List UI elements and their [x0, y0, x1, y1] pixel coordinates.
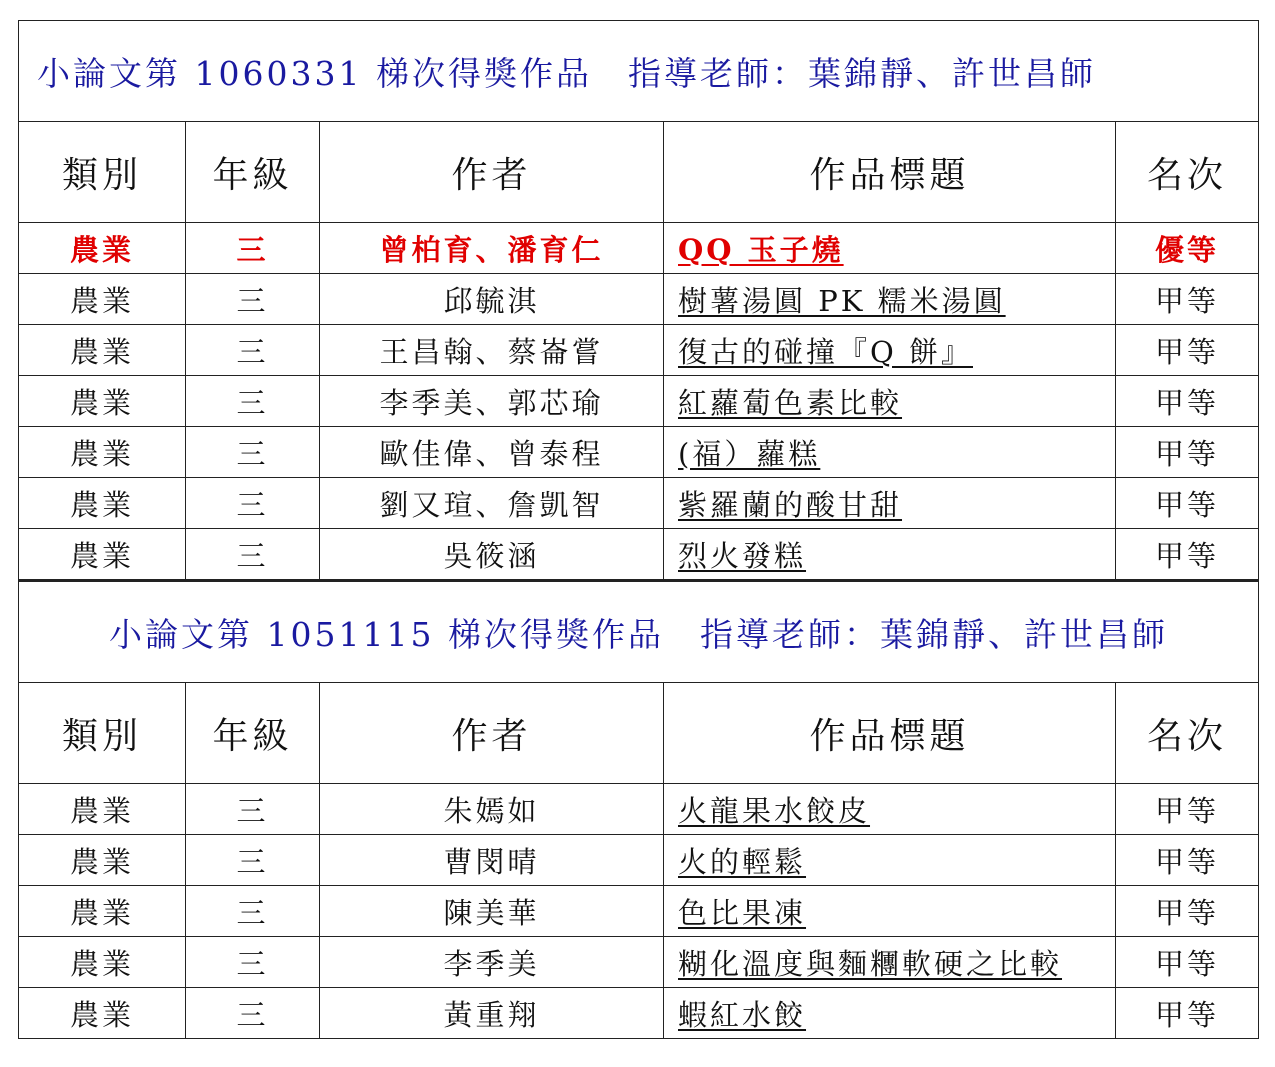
rank-cell: 甲等 [1116, 376, 1259, 427]
rank-cell: 優等 [1116, 223, 1259, 274]
table-row [19, 376, 1259, 427]
category-cell: 農業 [19, 223, 186, 274]
grade-cell: 三 [186, 223, 320, 274]
table-row [19, 325, 1259, 376]
work-title-cell [664, 376, 1116, 427]
work-title-link[interactable]: 糊化溫度與麵糰軟硬之比較 [678, 946, 1063, 981]
grade-cell: 三 [186, 529, 320, 581]
column-header: 作品標題 [664, 122, 1116, 223]
column-header: 年級 [186, 683, 320, 784]
work-title-cell [664, 988, 1116, 1039]
author-cell: 歐佳偉、曾泰程 [320, 427, 664, 478]
table-row [19, 988, 1259, 1039]
awards-table-body [19, 21, 1259, 1039]
category-cell: 農業 [19, 376, 186, 427]
rank-cell: 甲等 [1116, 937, 1259, 988]
category-cell: 農業 [19, 988, 186, 1039]
table-row [19, 529, 1259, 581]
work-title-link[interactable]: 火的輕鬆 [678, 844, 807, 879]
grade-cell: 三 [186, 886, 320, 937]
rank-cell: 甲等 [1116, 886, 1259, 937]
work-title-cell [664, 274, 1116, 325]
author-cell: 曾柏育、潘育仁 [320, 223, 664, 274]
grade-cell: 三 [186, 274, 320, 325]
grade-cell: 三 [186, 427, 320, 478]
author-cell: 曹閔晴 [320, 835, 664, 886]
column-header: 名次 [1116, 122, 1259, 223]
work-title-cell [664, 937, 1116, 988]
work-title-cell [664, 223, 1116, 274]
category-cell: 農業 [19, 478, 186, 529]
work-title-link[interactable]: QQ 玉子燒 [678, 232, 844, 267]
category-cell: 農業 [19, 784, 186, 835]
category-cell: 農業 [19, 274, 186, 325]
grade-cell: 三 [186, 325, 320, 376]
author-cell: 黃重翔 [320, 988, 664, 1039]
section-title-row [19, 21, 1259, 122]
author-cell: 劉又瑄、詹凱智 [320, 478, 664, 529]
work-title-link[interactable]: 復古的碰撞『Q 餅』 [678, 334, 973, 369]
work-title-link[interactable]: 紅蘿蔔色素比較 [678, 385, 903, 420]
work-title-cell [664, 478, 1116, 529]
author-cell: 朱嫣如 [320, 784, 664, 835]
category-cell: 農業 [19, 427, 186, 478]
rank-cell: 甲等 [1116, 529, 1259, 581]
section-title: 小論文第 1051115 梯次得獎作品 指導老師：葉錦靜、許世昌師 [19, 581, 1259, 683]
column-header: 作者 [320, 683, 664, 784]
awards-table [18, 20, 1259, 1039]
table-row [19, 886, 1259, 937]
rank-cell: 甲等 [1116, 835, 1259, 886]
section-title-row [19, 581, 1259, 683]
table-row [19, 784, 1259, 835]
rank-cell: 甲等 [1116, 427, 1259, 478]
work-title-cell [664, 886, 1116, 937]
grade-cell: 三 [186, 478, 320, 529]
work-title-cell [664, 325, 1116, 376]
rank-cell: 甲等 [1116, 784, 1259, 835]
rank-cell: 甲等 [1116, 988, 1259, 1039]
column-header: 類別 [19, 122, 186, 223]
table-row [19, 835, 1259, 886]
category-cell: 農業 [19, 937, 186, 988]
column-header: 作品標題 [664, 683, 1116, 784]
work-title-cell [664, 784, 1116, 835]
header-row [19, 122, 1259, 223]
work-title-cell [664, 427, 1116, 478]
column-header: 類別 [19, 683, 186, 784]
rank-cell: 甲等 [1116, 478, 1259, 529]
category-cell: 農業 [19, 886, 186, 937]
author-cell: 陳美華 [320, 886, 664, 937]
author-cell: 李季美、郭芯瑜 [320, 376, 664, 427]
work-title-cell [664, 835, 1116, 886]
grade-cell: 三 [186, 376, 320, 427]
header-row [19, 683, 1259, 784]
work-title-link[interactable]: (福）蘿糕 [678, 436, 821, 471]
category-cell: 農業 [19, 325, 186, 376]
work-title-link[interactable]: 色比果凍 [678, 895, 807, 930]
work-title-cell [664, 529, 1116, 581]
section-title: 小論文第 1060331 梯次得獎作品 指導老師：葉錦靜、許世昌師 [19, 21, 1259, 122]
work-title-link[interactable]: 樹薯湯圓 PK 糯米湯圓 [678, 283, 1006, 318]
grade-cell: 三 [186, 835, 320, 886]
grade-cell: 三 [186, 937, 320, 988]
work-title-link[interactable]: 烈火發糕 [678, 538, 807, 573]
category-cell: 農業 [19, 835, 186, 886]
author-cell: 邱毓淇 [320, 274, 664, 325]
column-header: 名次 [1116, 683, 1259, 784]
table-row [19, 427, 1259, 478]
category-cell: 農業 [19, 529, 186, 581]
column-header: 年級 [186, 122, 320, 223]
grade-cell: 三 [186, 988, 320, 1039]
grade-cell: 三 [186, 784, 320, 835]
table-row [19, 223, 1259, 274]
work-title-link[interactable]: 蝦紅水餃 [678, 997, 807, 1032]
table-row [19, 478, 1259, 529]
author-cell: 王昌翰、蔡崙嘗 [320, 325, 664, 376]
work-title-link[interactable]: 火龍果水餃皮 [678, 793, 871, 828]
author-cell: 李季美 [320, 937, 664, 988]
column-header: 作者 [320, 122, 664, 223]
rank-cell: 甲等 [1116, 274, 1259, 325]
author-cell: 吳筱涵 [320, 529, 664, 581]
table-row [19, 937, 1259, 988]
work-title-link[interactable]: 紫羅蘭的酸甘甜 [678, 487, 903, 522]
table-row [19, 274, 1259, 325]
rank-cell: 甲等 [1116, 325, 1259, 376]
